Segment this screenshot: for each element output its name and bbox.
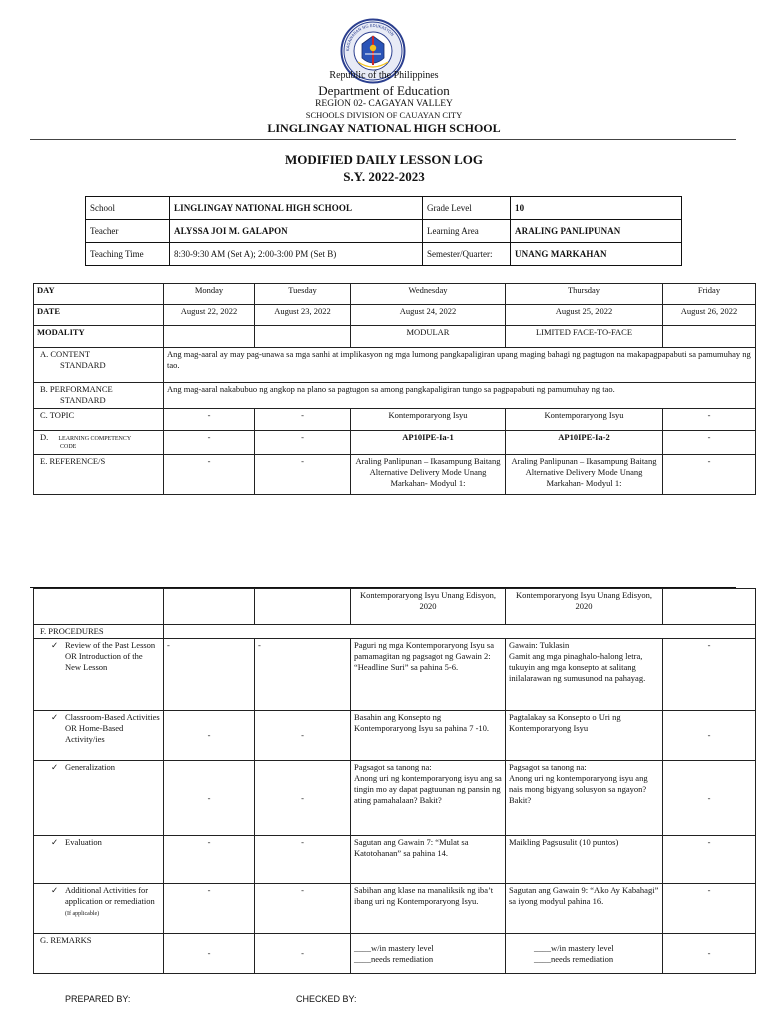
info-label: Teacher xyxy=(86,220,170,243)
procedure-label-text: Classroom-Based Activities OR Home-Based Activity/ies xyxy=(65,712,160,744)
remediation-line: ____needs remediation xyxy=(534,953,614,964)
procedure-cell: - xyxy=(663,836,756,884)
procedure-cell: - xyxy=(164,639,255,711)
procedure-cell xyxy=(506,761,663,836)
procedure-text: Anong uri ng kontemporaryong isyu ang nais mong bigyang solusyon sa ngayon? Bakit? xyxy=(509,773,648,805)
reference-row xyxy=(34,455,756,495)
procedure-text: Pagsagot sa tanong na: xyxy=(509,762,587,772)
page-title: MODIFIED DAILY LESSON LOG xyxy=(284,152,484,167)
date-cell: August 23, 2022 xyxy=(255,305,351,326)
modality-cell: LIMITED FACE-TO-FACE xyxy=(506,326,663,348)
date-cell: August 25, 2022 xyxy=(506,305,663,326)
department-text: Department of Education xyxy=(318,83,450,98)
topic-cell: - xyxy=(663,409,756,431)
checked-by-label: CHECKED BY: xyxy=(296,994,357,1004)
procedure-cell: - xyxy=(663,761,756,836)
performance-standard-label xyxy=(34,383,164,409)
remediation-line: ____needs remediation xyxy=(354,953,434,964)
procedure-cell: Paguri ng mga Kontemporaryong Isyu sa pamamagitan ng pagsagot ng Gawain 2: “Headline Suri” sa pahina 5-6. xyxy=(351,639,506,711)
remarks-label: G. REMARKS xyxy=(34,934,164,974)
info-label: Grade Level xyxy=(423,197,511,220)
procedure-cell: Basahin ang Konsepto ng Kontemporaryong Isyu sa pahina 7 -10. xyxy=(351,711,506,761)
topic-label: C. TOPIC xyxy=(34,409,164,431)
mastery-line: ____w/in mastery level xyxy=(354,942,434,953)
region-text: REGION 02- CAGAYAN VALLEY xyxy=(315,99,453,109)
procedure-label xyxy=(34,711,164,761)
procedure-row xyxy=(34,884,756,934)
procedure-label-text: Generalization xyxy=(65,762,116,772)
procedure-label-text: Review of the Past Lesson OR Introduction of the New Lesson xyxy=(65,640,156,672)
check-icon: ✓ xyxy=(51,712,59,722)
school-year: S.Y. 2022-2023 xyxy=(343,169,425,184)
modality-label: MODALITY xyxy=(34,326,164,348)
procedures-label: F. PROCEDURES xyxy=(34,625,164,639)
procedure-cell: Pagtalakay sa Konsepto o Uri ng Kontemporaryong Isyu xyxy=(506,711,663,761)
empty-cell xyxy=(34,589,164,625)
day-cell: Friday xyxy=(663,284,756,305)
reference-cell: Kontemporaryong Isyu Unang Edisyon, 2020 xyxy=(506,589,663,625)
procedure-label xyxy=(34,884,164,934)
day-cell: Thursday xyxy=(506,284,663,305)
procedure-cell: - xyxy=(164,761,255,836)
check-icon: ✓ xyxy=(51,885,59,895)
procedure-cell: - xyxy=(164,836,255,884)
remarks-cell xyxy=(506,934,663,974)
check-icon: ✓ xyxy=(51,640,59,650)
reference-cell: Kontemporaryong Isyu Unang Edisyon, 2020 xyxy=(351,589,506,625)
date-cell: August 24, 2022 xyxy=(351,305,506,326)
competency-cell: - xyxy=(663,431,756,455)
label-line: CODE xyxy=(60,444,77,450)
topic-cell: Kontemporaryong Isyu xyxy=(506,409,663,431)
procedure-cell xyxy=(351,761,506,836)
reference-cell: - xyxy=(255,455,351,495)
performance-standard-text: Ang mag-aaral nakabubuo ng angkop na plano sa pagtugon sa among pangkapaligiran tungo sa pagpapabuti ng pamumuhay ng tao. xyxy=(164,383,756,409)
procedure-cell: - xyxy=(255,836,351,884)
topic-cell: - xyxy=(255,409,351,431)
reference-continued-row xyxy=(34,589,756,625)
procedure-cell: - xyxy=(663,639,756,711)
empty-cell xyxy=(663,589,756,625)
procedure-cell: - xyxy=(255,639,351,711)
info-label: Teaching Time xyxy=(86,243,170,266)
competency-code: AP10IPE-Ia-1 xyxy=(351,431,506,455)
procedure-text: Gamit ang mga pinaghalo-halong letra, tukuyin ang mga konsepto at salitang inilalarawan ng sumusunod na pahayag. xyxy=(509,651,646,683)
remarks-cell xyxy=(351,934,506,974)
content-standard-row xyxy=(34,348,756,383)
modality-row xyxy=(34,326,756,348)
procedure-cell: Sabihan ang klase na manaliksik ng iba’t ibang uri ng Kontemporaryong Isyu. xyxy=(351,884,506,934)
school-heading: LINGLINGAY NATIONAL HIGH SCHOOL xyxy=(267,121,501,135)
procedure-cell: - xyxy=(164,711,255,761)
procedure-cell: - xyxy=(164,884,255,934)
procedures-header-row xyxy=(34,625,756,639)
competency-code: AP10IPE-Ia-2 xyxy=(506,431,663,455)
day-cell: Tuesday xyxy=(255,284,351,305)
svg-text:KAGAWARAN NG EDUKASYON: KAGAWARAN NG EDUKASYON xyxy=(344,22,396,52)
procedure-row xyxy=(34,711,756,761)
info-row-time xyxy=(86,243,682,266)
procedure-label-text: Evaluation xyxy=(65,837,102,847)
info-value: ARALING PANLIPUNAN xyxy=(511,220,682,243)
procedure-cell: - xyxy=(663,711,756,761)
reference-cell: Araling Panlipunan – Ikasampung Baitang Alternative Delivery Mode Unang Markahan- Modyul 1: xyxy=(351,455,506,495)
label-line: B. PERFORMANCE xyxy=(40,384,113,394)
date-cell: August 22, 2022 xyxy=(164,305,255,326)
procedure-cell: Maikling Pagsusulit (10 puntos) xyxy=(506,836,663,884)
modality-cell xyxy=(164,326,255,348)
republic-text: Republic of the Philippines xyxy=(329,70,439,81)
competency-cell: - xyxy=(164,431,255,455)
modality-cell: MODULAR xyxy=(351,326,506,348)
lesson-log-table xyxy=(33,283,756,495)
day-row xyxy=(34,284,756,305)
day-cell: Wednesday xyxy=(351,284,506,305)
topic-cell: Kontemporaryong Isyu xyxy=(351,409,506,431)
procedure-row xyxy=(34,836,756,884)
procedure-cell: Sagutan ang Gawain 9: “Ako Ay Kabahagi” sa iyong modyul pahina 16. xyxy=(506,884,663,934)
label-line: A. CONTENT xyxy=(40,349,91,359)
procedure-cell: Sagutan ang Gawain 7: “Mulat sa Katotohanan” sa pahina 14. xyxy=(351,836,506,884)
procedure-cell: - xyxy=(255,884,351,934)
competency-cell: - xyxy=(255,431,351,455)
prepared-by-label: PREPARED BY: xyxy=(65,994,131,1004)
info-label: School xyxy=(86,197,170,220)
empty-cell xyxy=(255,589,351,625)
learning-competency-label xyxy=(34,431,164,455)
reference-cell: - xyxy=(164,455,255,495)
info-value: ALYSSA JOI M. GALAPON xyxy=(170,220,423,243)
check-icon: ✓ xyxy=(51,837,59,847)
procedure-label-note: (If applicable) xyxy=(65,911,100,917)
procedures-table xyxy=(33,588,756,974)
division-text: SCHOOLS DIVISION OF CAUAYAN CITY xyxy=(305,110,463,120)
info-label: Learning Area xyxy=(423,220,511,243)
modality-cell xyxy=(663,326,756,348)
modality-cell xyxy=(255,326,351,348)
date-cell: August 26, 2022 xyxy=(663,305,756,326)
label-line: D. xyxy=(40,432,49,442)
remarks-cell: - xyxy=(164,934,255,974)
info-label: Semester/Quarter: xyxy=(423,243,511,266)
procedure-row xyxy=(34,761,756,836)
procedure-cell: - xyxy=(255,761,351,836)
procedure-cell xyxy=(506,639,663,711)
label-line: STANDARD xyxy=(60,360,106,370)
info-value: 8:30-9:30 AM (Set A); 2:00-3:00 PM (Set B) xyxy=(170,243,423,266)
label-line: LEARNING COMPETENCY xyxy=(58,436,132,442)
remarks-row xyxy=(34,934,756,974)
day-label: DAY xyxy=(34,284,164,305)
performance-standard-row xyxy=(34,383,756,409)
empty-cell xyxy=(164,589,255,625)
procedure-cell: - xyxy=(255,711,351,761)
info-table xyxy=(85,196,682,266)
procedure-label xyxy=(34,639,164,711)
info-row-teacher xyxy=(86,220,682,243)
info-value: UNANG MARKAHAN xyxy=(511,243,682,266)
procedure-label-text: Additional Activities for application or remediation xyxy=(65,885,155,906)
info-value: 10 xyxy=(511,197,682,220)
procedures-spacer xyxy=(164,625,756,639)
date-row xyxy=(34,305,756,326)
check-icon: ✓ xyxy=(51,762,59,772)
info-row-school xyxy=(86,197,682,220)
reference-cell: - xyxy=(663,455,756,495)
procedure-cell: - xyxy=(663,884,756,934)
reference-label: E. REFERENCE/S xyxy=(34,455,164,495)
procedure-label xyxy=(34,836,164,884)
mastery-line: ____w/in mastery level xyxy=(534,942,614,953)
procedure-row xyxy=(34,639,756,711)
content-standard-label xyxy=(34,348,164,383)
topic-row xyxy=(34,409,756,431)
remarks-cell: - xyxy=(255,934,351,974)
reference-cell: Araling Panlipunan – Ikasampung Baitang Alternative Delivery Mode Unang Markahan- Modyul 1: xyxy=(506,455,663,495)
procedure-text: Gawain: Tuklasin xyxy=(509,640,570,650)
procedure-label xyxy=(34,761,164,836)
info-value: LINGLINGAY NATIONAL HIGH SCHOOL xyxy=(170,197,423,220)
header-divider xyxy=(30,139,736,140)
procedure-text: Anong uri ng kontemporaryong isyu ang sa tingin mo ay dapat pagtuunan ng pansin ng ating pamahalaan? Bakit? xyxy=(354,773,502,805)
label-line: STANDARD xyxy=(60,395,106,405)
topic-cell: - xyxy=(164,409,255,431)
learning-competency-row xyxy=(34,431,756,455)
procedure-text: Pagsagot sa tanong na: xyxy=(354,762,432,772)
remarks-cell: - xyxy=(663,934,756,974)
content-standard-text: Ang mag-aaral ay may pag-unawa sa mga sanhi at implikasyon ng mga lumong pangkapaligiran upang maging bahagi ng pagtugon na makapagpapabuti sa pamumuhay ng tao. xyxy=(164,348,756,383)
date-label: DATE xyxy=(34,305,164,326)
day-cell: Monday xyxy=(164,284,255,305)
